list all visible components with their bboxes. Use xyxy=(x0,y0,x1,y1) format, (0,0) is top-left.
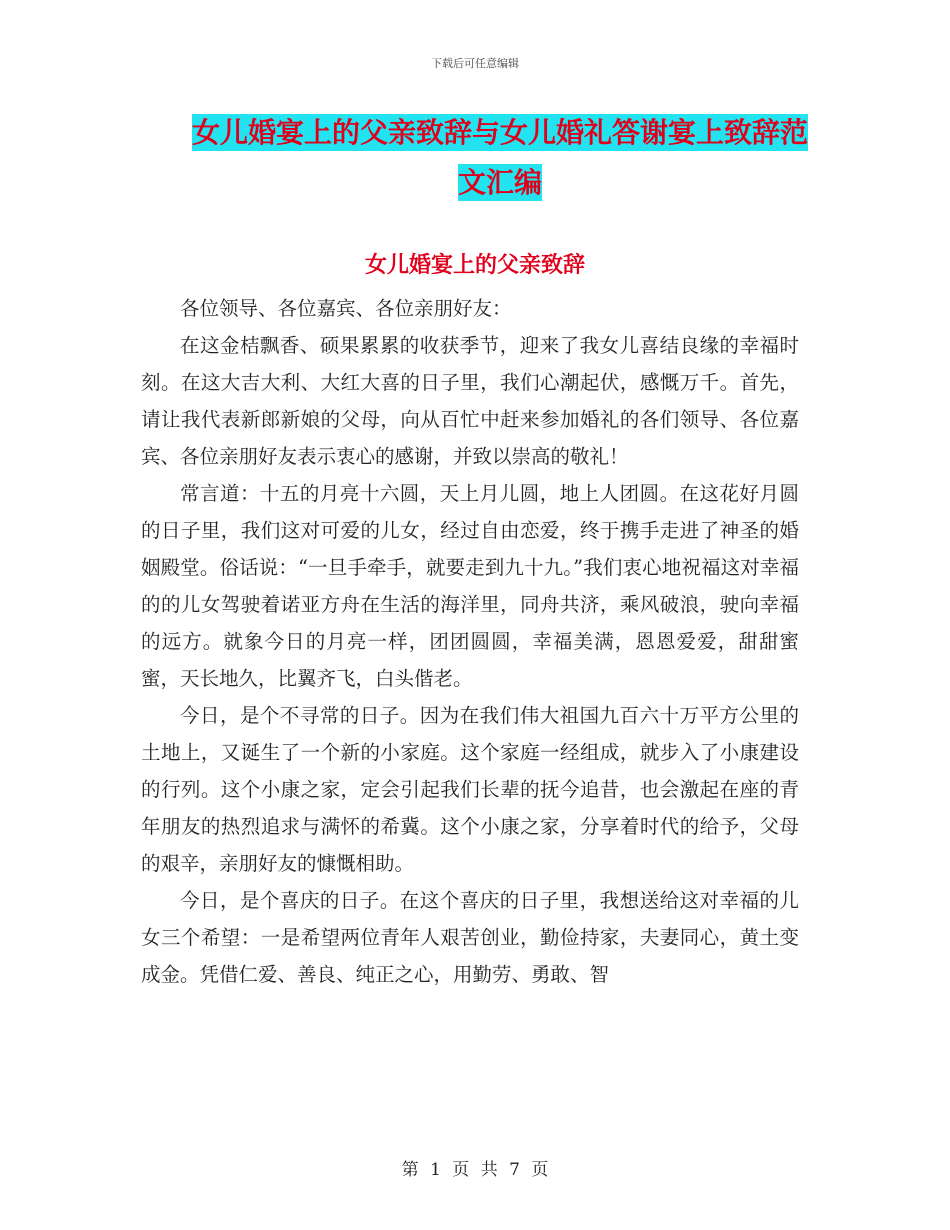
document-title-text: 女儿婚宴上的父亲致辞与女儿婚礼答谢宴上致辞范文汇编 xyxy=(191,116,808,199)
page-header-note: 下载后可任意编辑 xyxy=(431,57,519,70)
page-footer-number: 第 1 页 共 7 页 xyxy=(401,1160,549,1180)
section-title: 女儿婚宴上的父亲致辞 xyxy=(364,253,585,278)
paragraph: 今日，是个不寻常的日子。因为在我们伟大祖国九百六十万平方公里的土地上，又诞生了一个新的小家庭。这个家庭一经组成，就步入了小康建设的行列。这个小康之家，定会引起我们长辈的抚今追昔，也会激起在座的青年朋友的热烈追求与满怀的希冀。这个小康之家，分享着时代的给予，父母的艰辛，亲朋好友的慷慨相助。 xyxy=(141,704,799,875)
document-body xyxy=(141,290,799,993)
document-title xyxy=(190,108,810,208)
paragraph-salutation: 各位领导、各位嘉宾、各位亲朋好友： xyxy=(180,297,512,320)
paragraph: 今日，是个喜庆的日子。在这个喜庆的日子里，我想送给这对幸福的儿女三个希望：一是希望两位青年人艰苦创业，勤俭持家，夫妻同心，黄土变成金。凭借仁爱、善良、纯正之心，用勤劳、勇敢、智 xyxy=(141,889,799,986)
paragraph: 常言道：十五的月亮十六圆，天上月儿圆，地上人团圆。在这花好月圆的日子里，我们这对可爱的儿女，经过自由恋爱，终于携手走进了神圣的婚姻殿堂。俗话说：“一旦手牵手，就要走到九十九。”我们衷心地祝福这对幸福的的儿女驾驶着诺亚方舟在生活的海洋里，同舟共济，乘风破浪，驶向幸福的远方。就象今日的月亮一样，团团圆圆，幸福美满，恩恩爱爱，甜甜蜜蜜，天长地久，比翼齐飞，白头偕老。 xyxy=(141,482,799,690)
paragraph: 在这金桔飘香、硕果累累的收获季节，迎来了我女儿喜结良缘的幸福时刻。在这大吉大利、大红大喜的日子里，我们心潮起伏，感慨万千。首先，请让我代表新郎新娘的父母，向从百忙中赶来参加婚礼的各们领导、各位嘉宾、各位亲朋好友表示衷心的感谢，并致以崇高的敬礼！ xyxy=(141,334,799,468)
